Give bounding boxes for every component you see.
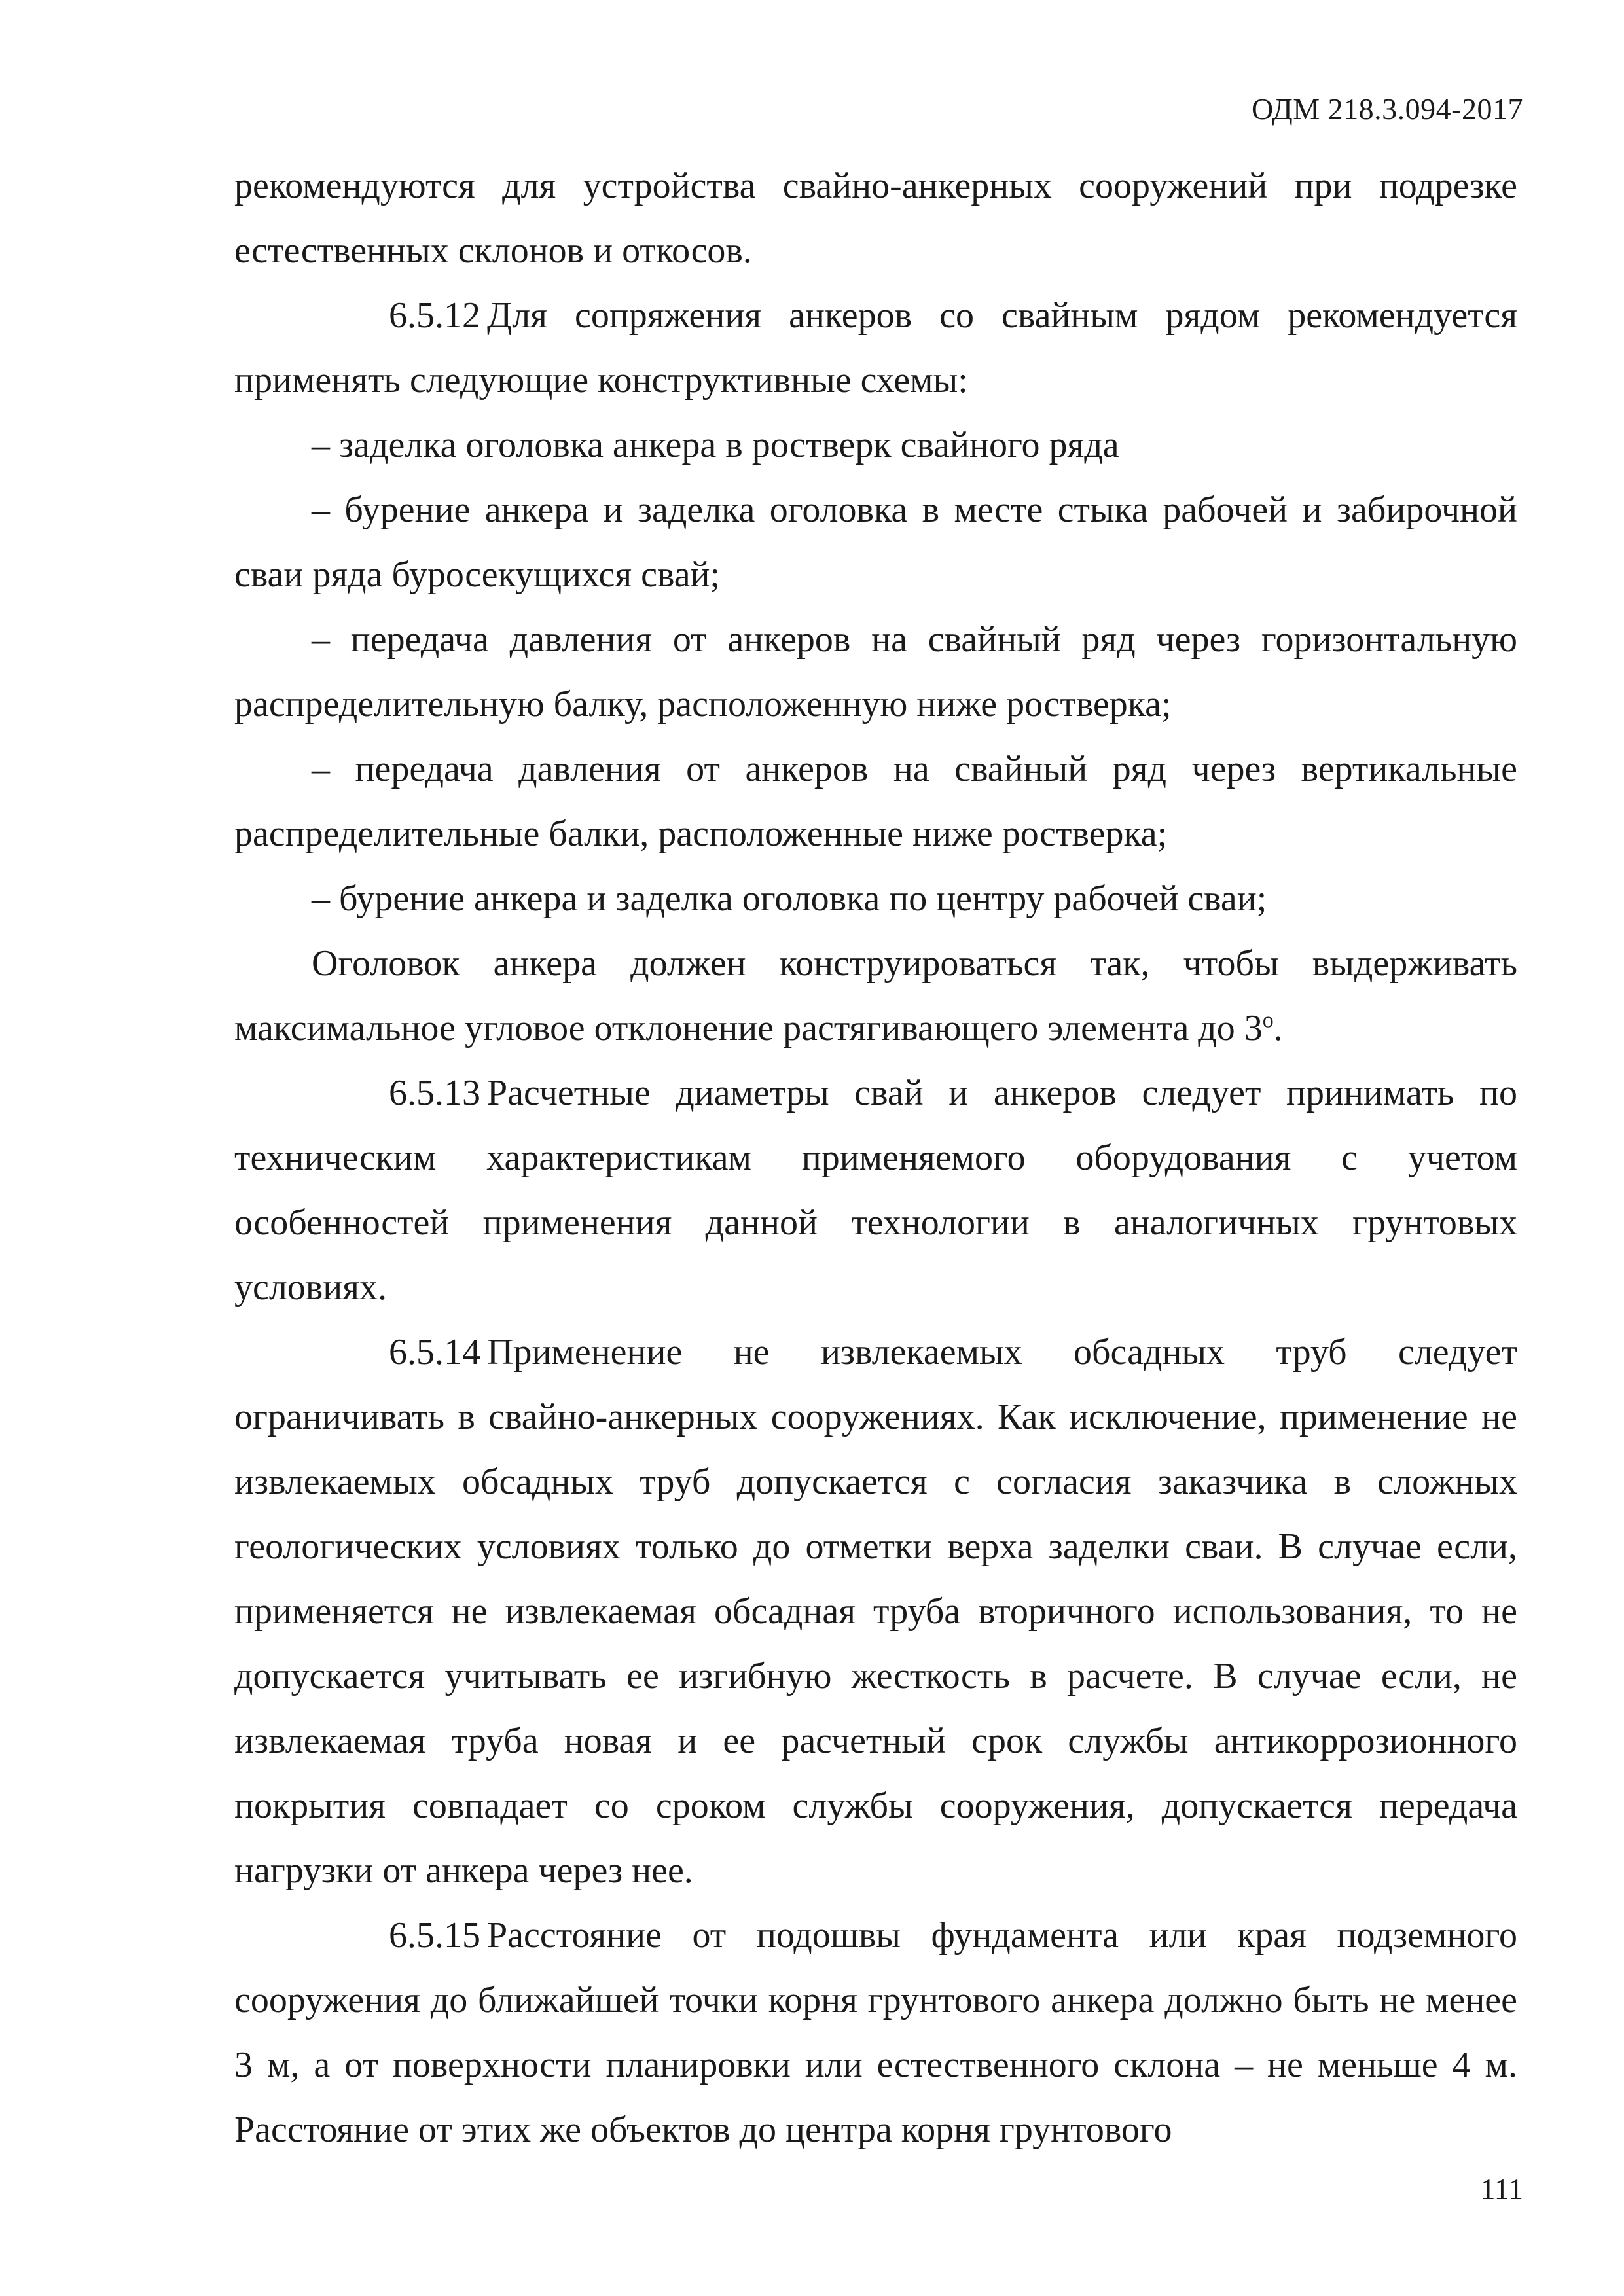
clause-6-5-12 — [234, 283, 1517, 413]
clause-6-5-15 — [234, 1903, 1517, 2162]
list-item-1: – заделка оголовка анкера в ростверк свайного ряда — [312, 425, 1119, 465]
anchor-head-paragraph — [234, 931, 1517, 1061]
clause-number: 6.5.12 — [389, 295, 480, 336]
list-item-3: – передача давления от анкеров на свайный ряд через горизонтальную распределительную балку, расположенную ниже ростверка; — [234, 619, 1517, 725]
clause-text: Применение не извлекаемых обсадных труб следует ограничивать в свайно-анкерных сооружениях. Как исключение, применение не извлекаемых обсадных труб допускается с согласия заказчика в сложных геологических условиях только до отметки верха заделки сваи. В случае если, применяется не извлекаемая обсадная труба вторичного использования, то не допускается учитывать ее изгибную жесткость в расчете. В случае если, не извлекаемая труба новая и ее расчетный срок службы антикоррозионного покрытия совпадает со сроком службы сооружения, допускается передача нагрузки от анкера через нее. — [234, 1332, 1517, 1891]
clause-text: Для сопряжения анкеров со свайным рядом рекомендуется применять следующие конструктивные схемы: — [234, 295, 1517, 401]
page-number: 111 — [1480, 2172, 1523, 2206]
list-item-5: – бурение анкера и заделка оголовка по центру рабочей сваи; — [312, 878, 1267, 919]
document-code: ОДМ 218.3.094-2017 — [1251, 92, 1523, 126]
clause-number: 6.5.14 — [389, 1332, 480, 1372]
clause-6-5-13 — [234, 1061, 1517, 1320]
paragraph-text: Оголовок анкера должен конструироваться так, чтобы выдерживать максимальное угловое отклонение растягивающего элемента до 3 — [234, 943, 1517, 1049]
clause-number: 6.5.15 — [389, 1915, 480, 1956]
paragraph-continuation: рекомендуются для устройства свайно-анкерных сооружений при подрезке естественных склонов и откосов. — [234, 166, 1517, 271]
page-body — [234, 154, 1517, 2162]
paragraph-end: . — [1273, 1008, 1283, 1049]
clause-number: 6.5.13 — [389, 1073, 480, 1113]
list-item-4: – передача давления от анкеров на свайный ряд через вертикальные распределительные балки, расположенные ниже ростверка; — [234, 749, 1517, 854]
list-item-2: – бурение анкера и заделка оголовка в месте стыка рабочей и забирочной сваи ряда буросекущихся свай; — [234, 490, 1517, 595]
clause-text: Расстояние от подошвы фундамента или края подземного сооружения до ближайшей точки корня грунтового анкера должно быть не менее 3 м, а от поверхности планировки или естественного склона – не меньше 4 м. Расстояние от этих же объектов до центра корня грунтового — [234, 1915, 1517, 2150]
clause-text: Расчетные диаметры свай и анкеров следует принимать по техническим характеристикам применяемого оборудования с учетом особенностей применения данной технологии в аналогичных грунтовых условиях. — [234, 1073, 1517, 1308]
degree-superscript: о — [1262, 1008, 1274, 1033]
clause-6-5-14 — [234, 1320, 1517, 1903]
